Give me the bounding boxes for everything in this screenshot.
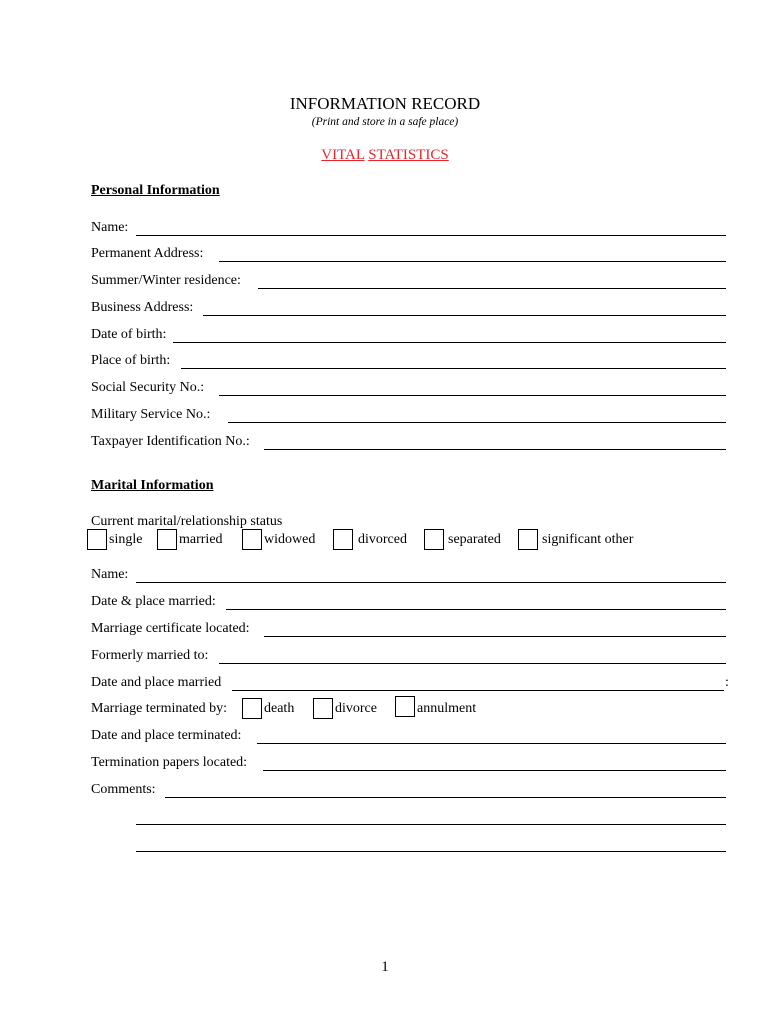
checkbox-divorced[interactable] — [333, 529, 353, 550]
option-label: married — [179, 532, 223, 547]
field-label: Summer/Winter residence: — [91, 273, 241, 288]
personal-info-heading: Personal Information — [91, 183, 220, 198]
field-label: Date of birth: — [91, 327, 167, 342]
option-label: death — [264, 701, 295, 716]
fill-line[interactable] — [136, 582, 726, 583]
marital-info-heading: Marital Information — [91, 478, 214, 493]
field-label: Business Address: — [91, 300, 194, 315]
marital-status-options — [0, 529, 770, 553]
document-subtitle: (Print and store in a safe place) — [311, 116, 459, 128]
option-label: separated — [448, 532, 501, 547]
field-label: Date & place married: — [91, 594, 216, 609]
field-label: Date and place terminated: — [91, 728, 242, 743]
option-label: single — [109, 532, 143, 547]
option-label: widowed — [264, 532, 316, 547]
fill-line[interactable] — [226, 609, 726, 610]
checkbox-annulment[interactable] — [395, 696, 415, 717]
checkbox-significant-other[interactable] — [518, 529, 538, 550]
section-title-word-1: VITAL — [321, 147, 365, 163]
field-label: Place of birth: — [91, 353, 171, 368]
field-label: Date and place married — [91, 675, 222, 690]
fill-line[interactable] — [136, 235, 726, 236]
option-label: significant other — [542, 532, 634, 547]
field-label: Social Security No.: — [91, 380, 205, 395]
field-label: Formerly married to: — [91, 648, 209, 663]
status-label-text: Current marital/relationship status — [91, 514, 283, 529]
fill-line[interactable] — [173, 342, 726, 343]
checkbox-widowed[interactable] — [242, 529, 262, 550]
fill-line[interactable] — [264, 636, 726, 637]
checkbox-death[interactable] — [242, 698, 262, 719]
terminated-label: Marriage terminated by: — [91, 701, 228, 716]
fill-line[interactable] — [181, 368, 726, 369]
checkbox-separated[interactable] — [424, 529, 444, 550]
section-title — [0, 147, 770, 164]
field-label: Permanent Address: — [91, 246, 204, 261]
option-label: divorced — [358, 532, 407, 547]
fill-line[interactable] — [203, 315, 726, 316]
checkbox-single[interactable] — [87, 529, 107, 550]
fill-line[interactable] — [219, 395, 726, 396]
fill-line[interactable] — [257, 743, 726, 744]
field-label: Military Service No.: — [91, 407, 211, 422]
fill-line[interactable] — [264, 449, 726, 450]
fill-line[interactable] — [263, 770, 726, 771]
fill-line[interactable] — [258, 288, 726, 289]
field-label: Termination papers located: — [91, 755, 248, 770]
fill-line[interactable] — [136, 851, 726, 852]
trailing-colon: : — [725, 675, 729, 690]
field-former-date-place-married — [91, 675, 741, 695]
section-title-word-2: STATISTICS — [368, 147, 449, 163]
option-label: divorce — [335, 701, 377, 716]
page-number: 1 — [381, 959, 389, 975]
field-label: Marriage certificate located: — [91, 621, 250, 636]
field-label: Comments: — [91, 782, 156, 797]
marriage-terminated-row — [0, 696, 770, 722]
field-label: Name: — [91, 220, 129, 235]
field-label: Name: — [91, 567, 129, 582]
fill-line[interactable] — [219, 261, 726, 262]
field-label: Taxpayer Identification No.: — [91, 434, 250, 449]
fill-line[interactable] — [165, 797, 726, 798]
fill-line[interactable] — [136, 824, 726, 825]
fill-line[interactable] — [219, 663, 726, 664]
fill-line[interactable] — [232, 690, 724, 691]
checkbox-married[interactable] — [157, 529, 177, 550]
fill-line[interactable] — [228, 422, 726, 423]
checkbox-divorce[interactable] — [313, 698, 333, 719]
document-title: INFORMATION RECORD — [289, 94, 481, 113]
option-label: annulment — [417, 701, 477, 716]
